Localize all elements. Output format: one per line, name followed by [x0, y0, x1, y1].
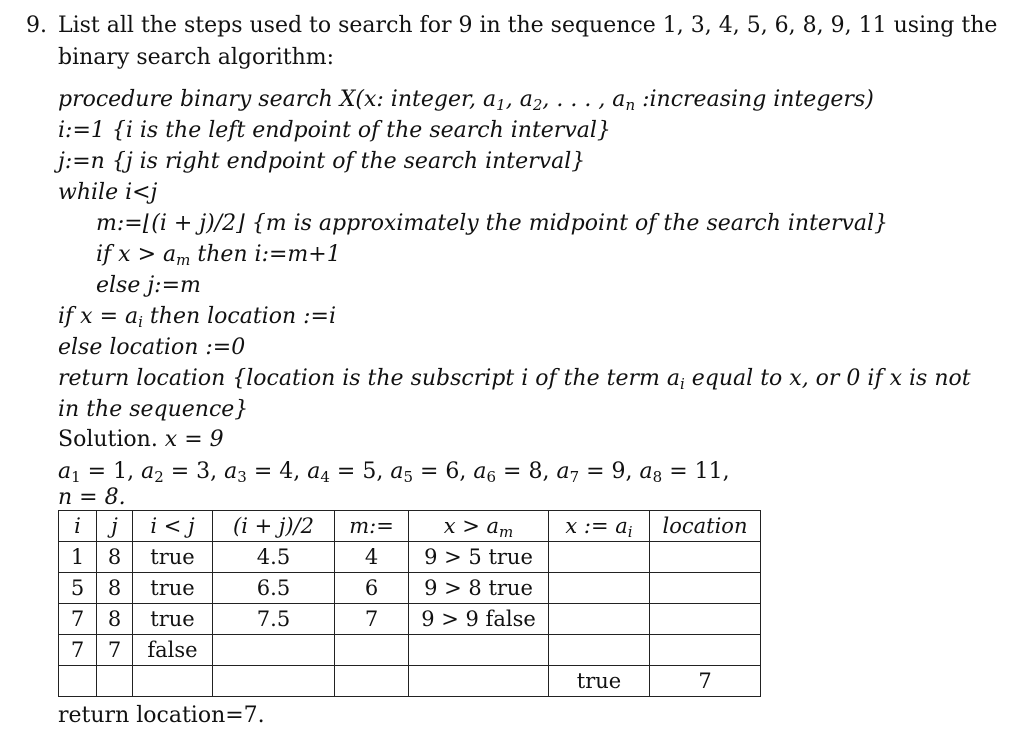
table-header-cell: i	[59, 511, 97, 542]
table-cell	[409, 635, 549, 666]
table-cell	[213, 635, 335, 666]
solution-line	[58, 426, 224, 454]
table-cell: 9 > 9 false	[409, 604, 549, 635]
sequence-term: $a_6 = 8$,	[473, 459, 557, 486]
solution-label: Solution.	[58, 427, 158, 452]
table-cell	[549, 542, 650, 573]
table-cell: 7	[335, 604, 409, 635]
table-cell: 7	[59, 604, 97, 635]
procedure-line-else-zero: else location :=0	[58, 335, 246, 360]
sequence-term: $a_7 = 9$,	[556, 459, 640, 486]
table-cell: 7	[650, 666, 761, 697]
procedure-line-j: j:=n {j is right endpoint of the search interval}	[58, 149, 586, 174]
table-cell: 9 > 8 true	[409, 573, 549, 604]
table-cell: 7.5	[213, 604, 335, 635]
table-row	[59, 666, 761, 697]
problem-number: 9.	[26, 13, 47, 38]
sequence-term: $a_1 = 1$,	[58, 459, 142, 486]
procedure-line-if: if $x > a_m$ then i:=m+1	[96, 242, 341, 269]
sequence-terms	[58, 458, 730, 486]
table-header-cell: x := $a_i$	[549, 511, 650, 542]
conclusion: return location=7.	[58, 703, 265, 728]
procedure-line-return-cont: in the sequence}	[58, 397, 249, 422]
procedure-line-midpoint: m:=⌊(i + j)/2⌋ {m is approximately the midpoint of the search interval}	[96, 211, 889, 236]
solution-x: x = 9	[157, 427, 224, 452]
table-row	[59, 635, 761, 666]
table-cell	[650, 604, 761, 635]
table-cell: 1	[59, 542, 97, 573]
table-cell: 9 > 5 true	[409, 542, 549, 573]
procedure-line-i: i:=1 {i is the left endpoint of the search interval}	[58, 118, 611, 143]
table-cell	[97, 666, 133, 697]
table-cell: 6	[335, 573, 409, 604]
table-cell	[213, 666, 335, 697]
table-cell	[335, 666, 409, 697]
table-cell	[133, 666, 213, 697]
table-cell: true	[133, 542, 213, 573]
sequence-term: $a_3 = 4$,	[224, 459, 308, 486]
table-cell	[650, 635, 761, 666]
table-row	[59, 604, 761, 635]
procedure-header: procedure binary search X(x: integer, $a_1$, $a_2$, . . . , $a_n$ :increasing integers)	[58, 87, 874, 114]
sequence-term: $a_5 = 6$,	[390, 459, 474, 486]
table-header-cell: m:=	[335, 511, 409, 542]
binary-search-trace-table	[58, 510, 761, 697]
procedure-line-else: else j:=m	[96, 273, 201, 298]
table-cell: true	[549, 666, 650, 697]
table-cell: true	[133, 604, 213, 635]
table-cell: 7	[59, 635, 97, 666]
table-header-row	[59, 511, 761, 542]
table-row	[59, 573, 761, 604]
table-cell: false	[133, 635, 213, 666]
table-row	[59, 542, 761, 573]
table-cell	[335, 635, 409, 666]
problem-text-line-2: binary search algorithm:	[58, 45, 335, 70]
table-header-cell: location	[650, 511, 761, 542]
table-cell: 7	[97, 635, 133, 666]
table-cell	[549, 573, 650, 604]
problem-text-line-1: List all the steps used to search for 9 in the sequence 1, 3, 4, 5, 6, 8, 9, 11 using the	[58, 13, 998, 38]
sequence-term: $a_2 = 3$,	[141, 459, 225, 486]
table-cell: 6.5	[213, 573, 335, 604]
table-cell: 4.5	[213, 542, 335, 573]
n-value: n = 8.	[58, 485, 126, 510]
table-cell	[549, 635, 650, 666]
sequence-term: $a_4 = 5$,	[307, 459, 391, 486]
table-cell: 8	[97, 573, 133, 604]
table-cell: 8	[97, 604, 133, 635]
table-cell	[650, 573, 761, 604]
procedure-line-while: while i<j	[58, 180, 158, 205]
table-cell	[549, 604, 650, 635]
procedure-line-if-found: if $x = a_i$ then location :=i	[58, 304, 337, 331]
table-cell: 4	[335, 542, 409, 573]
table-cell: true	[133, 573, 213, 604]
table-cell	[650, 542, 761, 573]
table-cell	[409, 666, 549, 697]
table-header-cell: $x > a_m$	[409, 511, 549, 542]
sequence-term: $a_8 = 11$,	[639, 459, 730, 486]
table-cell	[59, 666, 97, 697]
table-header-cell: j	[97, 511, 133, 542]
table-header-cell: (i + j)/2	[213, 511, 335, 542]
table-header-cell: i < j	[133, 511, 213, 542]
table-cell: 5	[59, 573, 97, 604]
table-cell: 8	[97, 542, 133, 573]
procedure-line-return: return location {location is the subscript i of the term $a_i$ equal to x, or 0 if x is not	[58, 366, 971, 393]
